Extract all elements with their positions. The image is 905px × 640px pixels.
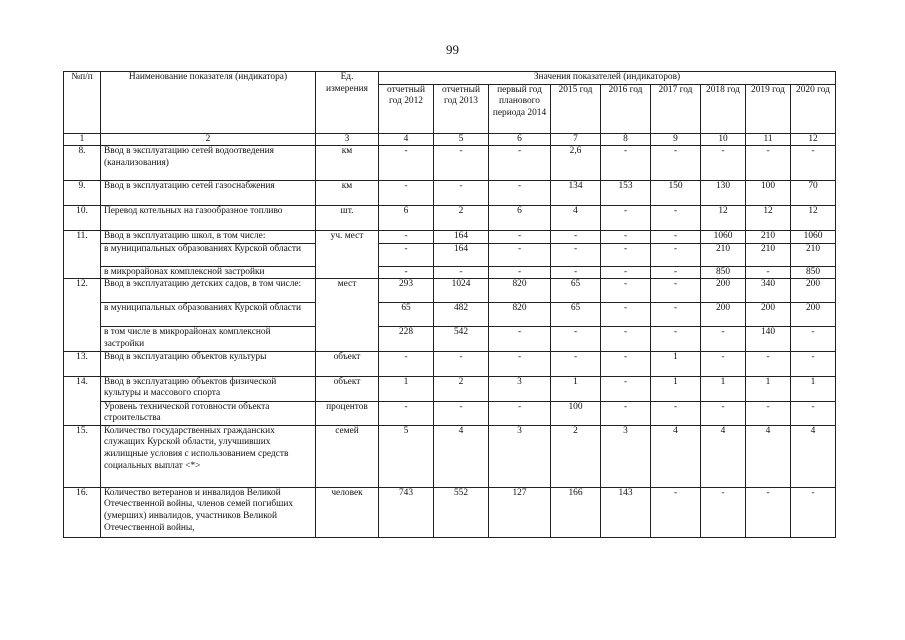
indicator-value: 134	[551, 181, 601, 206]
indicator-value: -	[601, 231, 651, 244]
indicator-value: -	[489, 351, 551, 376]
table-row	[64, 487, 836, 537]
indicator-value: 482	[434, 303, 489, 327]
table-row	[64, 243, 836, 266]
indicator-value: 1060	[701, 231, 746, 244]
indicator-value: -	[489, 266, 551, 279]
indicator-value: 2	[434, 206, 489, 231]
indicator-value: 164	[434, 243, 489, 266]
indicator-value: -	[551, 266, 601, 279]
header-values: Значения показателей (индикаторов)	[379, 72, 836, 85]
row-number: 8.	[64, 146, 101, 181]
indicator-value: 2	[551, 425, 601, 487]
indicator-name: в муниципальных образованиях Курской области	[101, 243, 316, 266]
row-number: 11.	[64, 231, 101, 279]
row-number: 14.	[64, 376, 101, 425]
indicator-value: 200	[791, 279, 836, 303]
indicator-value: -	[601, 351, 651, 376]
indicator-value: 820	[489, 303, 551, 327]
indicator-value: 12	[791, 206, 836, 231]
indicator-value: 164	[434, 231, 489, 244]
indicator-value: 1	[379, 376, 434, 401]
indicator-value: 1	[701, 376, 746, 401]
indicator-value: 2	[434, 376, 489, 401]
indicator-value: -	[651, 487, 701, 537]
indicator-value: 70	[791, 181, 836, 206]
unit-of-measure: объект	[316, 376, 379, 401]
indicator-value: -	[601, 243, 651, 266]
indicator-value: 65	[551, 279, 601, 303]
indicator-value: -	[601, 266, 651, 279]
indicator-value: 12	[746, 206, 791, 231]
indicator-name: Количество государственных гражданских служащих Курской области, улучшивших жилищные условия с использованием средств социальных выплат <*>	[101, 425, 316, 487]
indicator-value: -	[791, 146, 836, 181]
indicator-value: 100	[746, 181, 791, 206]
indicator-value: -	[551, 231, 601, 244]
indicator-value: 65	[379, 303, 434, 327]
indicator-value: -	[489, 231, 551, 244]
indicator-value: -	[791, 351, 836, 376]
indicator-value: 4	[651, 425, 701, 487]
header-year: 2018 год	[701, 84, 746, 133]
indicator-value: -	[651, 327, 701, 351]
row-number: 15.	[64, 425, 101, 487]
header-num: №п/п	[64, 72, 101, 134]
table-row	[64, 266, 836, 279]
indicator-value: -	[746, 487, 791, 537]
indicator-value: -	[434, 351, 489, 376]
indicator-value: 3	[489, 425, 551, 487]
indicator-value: 850	[701, 266, 746, 279]
column-number: 6	[489, 133, 551, 146]
column-number: 8	[601, 133, 651, 146]
page-number: 99	[446, 42, 459, 57]
indicator-value: -	[701, 351, 746, 376]
unit-of-measure: семей	[316, 425, 379, 487]
column-number: 10	[701, 133, 746, 146]
indicator-value: -	[746, 266, 791, 279]
indicator-name: Перевод котельных на газообразное топливо	[101, 206, 316, 231]
indicator-value: 542	[434, 327, 489, 351]
column-number: 4	[379, 133, 434, 146]
indicator-value: 850	[791, 266, 836, 279]
indicator-value: -	[601, 146, 651, 181]
indicator-value: 4	[701, 425, 746, 487]
unit-of-measure: объект	[316, 351, 379, 376]
indicator-value: -	[379, 351, 434, 376]
indicator-name: в том числе в микрорайонах комплексной застройки	[101, 327, 316, 351]
indicator-value: 143	[601, 487, 651, 537]
column-numbers-row	[64, 133, 836, 146]
header-year: 2015 год	[551, 84, 601, 133]
indicator-value: 1	[551, 376, 601, 401]
table-row	[64, 303, 836, 327]
row-number: 9.	[64, 181, 101, 206]
indicator-name: Ввод в эксплуатацию сетей газоснабжения	[101, 181, 316, 206]
indicator-value: 1024	[434, 279, 489, 303]
indicator-value: 150	[651, 181, 701, 206]
indicator-value: -	[601, 206, 651, 231]
column-number: 1	[64, 133, 101, 146]
unit-of-measure: шт.	[316, 206, 379, 231]
indicator-value: 820	[489, 279, 551, 303]
header-year: 2017 год	[651, 84, 701, 133]
indicator-value: 200	[791, 303, 836, 327]
indicator-value: -	[551, 351, 601, 376]
column-number: 2	[101, 133, 316, 146]
column-number: 11	[746, 133, 791, 146]
indicator-value: 3	[489, 376, 551, 401]
indicator-value: -	[379, 243, 434, 266]
indicator-value: -	[489, 181, 551, 206]
indicator-value: 4	[746, 425, 791, 487]
indicator-value: 1060	[791, 231, 836, 244]
indicator-value: -	[379, 231, 434, 244]
indicator-value: -	[379, 266, 434, 279]
unit-of-measure: уч. мест	[316, 231, 379, 279]
indicator-value: 1	[651, 376, 701, 401]
indicator-value: 166	[551, 487, 601, 537]
indicator-value: -	[651, 231, 701, 244]
header-year: первый год планового периода 2014	[489, 84, 551, 133]
indicator-value: -	[601, 401, 651, 425]
indicator-value: -	[651, 243, 701, 266]
indicator-value: 210	[701, 243, 746, 266]
indicator-value: 4	[551, 206, 601, 231]
unit-of-measure: км	[316, 146, 379, 181]
indicator-value: 228	[379, 327, 434, 351]
indicator-value: 200	[746, 303, 791, 327]
indicator-value: 4	[791, 425, 836, 487]
indicator-value: -	[701, 327, 746, 351]
indicator-value: 200	[701, 303, 746, 327]
indicators-table	[63, 71, 836, 538]
header-year: 2016 год	[601, 84, 651, 133]
indicator-value: -	[651, 266, 701, 279]
row-number: 10.	[64, 206, 101, 231]
indicator-value: -	[489, 243, 551, 266]
indicator-value: -	[434, 266, 489, 279]
indicator-name: Ввод в эксплуатацию школ, в том числе:	[101, 231, 316, 244]
indicator-value: -	[651, 206, 701, 231]
indicator-value: -	[791, 327, 836, 351]
indicator-value: -	[379, 181, 434, 206]
indicator-value: 210	[791, 243, 836, 266]
row-number: 16.	[64, 487, 101, 537]
indicator-value: -	[551, 243, 601, 266]
table-row	[64, 401, 836, 425]
indicator-value: 6	[379, 206, 434, 231]
indicator-name: Ввод в эксплуатацию сетей водоотведения (канализования)	[101, 146, 316, 181]
indicator-value: -	[601, 376, 651, 401]
indicator-value: 130	[701, 181, 746, 206]
indicator-value: -	[434, 146, 489, 181]
indicator-value: 2,6	[551, 146, 601, 181]
header-year: отчетный год 2012	[379, 84, 434, 133]
indicator-value: 1	[651, 351, 701, 376]
indicator-value: 6	[489, 206, 551, 231]
indicator-value: -	[791, 401, 836, 425]
indicator-value: 153	[601, 181, 651, 206]
indicator-value: 200	[701, 279, 746, 303]
indicator-value: 340	[746, 279, 791, 303]
indicator-value: 127	[489, 487, 551, 537]
indicator-value: -	[489, 327, 551, 351]
unit-of-measure: мест	[316, 279, 379, 351]
row-number: 12.	[64, 279, 101, 351]
indicator-value: 210	[746, 231, 791, 244]
indicator-value: 1	[746, 376, 791, 401]
indicator-value: -	[791, 487, 836, 537]
table-row	[64, 327, 836, 351]
header-name: Наименование показателя (индикатора)	[101, 72, 316, 134]
indicator-value: -	[489, 146, 551, 181]
unit-of-measure: процентов	[316, 401, 379, 425]
table-row	[64, 181, 836, 206]
indicator-value: 210	[746, 243, 791, 266]
indicator-value: -	[601, 279, 651, 303]
indicator-value: -	[489, 401, 551, 425]
table-row	[64, 146, 836, 181]
row-number: 13.	[64, 351, 101, 376]
indicator-value: 5	[379, 425, 434, 487]
indicator-value: -	[379, 146, 434, 181]
indicator-name: Ввод в эксплуатацию детских садов, в том числе:	[101, 279, 316, 303]
indicator-value: 3	[601, 425, 651, 487]
table-row	[64, 206, 836, 231]
column-number: 3	[316, 133, 379, 146]
indicator-value: 100	[551, 401, 601, 425]
indicator-value: 12	[701, 206, 746, 231]
table-row	[64, 376, 836, 401]
indicator-value: -	[701, 146, 746, 181]
column-number: 12	[791, 133, 836, 146]
indicator-name: Количество ветеранов и инвалидов Великой Отечественной войны, членов семей погибших (умерших) инвалидов, участников Великой Отечественной войны,	[101, 487, 316, 537]
table-row	[64, 231, 836, 244]
indicator-value: 140	[746, 327, 791, 351]
table-row	[64, 351, 836, 376]
header-unit: Ед. измерения	[316, 72, 379, 134]
indicator-name: в муниципальных образованиях Курской области	[101, 303, 316, 327]
unit-of-measure: человек	[316, 487, 379, 537]
indicator-value: -	[651, 303, 701, 327]
column-number: 9	[651, 133, 701, 146]
indicator-value: 4	[434, 425, 489, 487]
indicator-name: Ввод в эксплуатацию объектов культуры	[101, 351, 316, 376]
table-row	[64, 279, 836, 303]
indicator-value: -	[434, 181, 489, 206]
indicator-value: -	[601, 303, 651, 327]
indicator-value: -	[379, 401, 434, 425]
indicator-value: 1	[791, 376, 836, 401]
indicator-value: -	[651, 279, 701, 303]
indicator-value: 743	[379, 487, 434, 537]
indicator-name: Ввод в эксплуатацию объектов физической культуры и массового спорта	[101, 376, 316, 401]
indicator-value: -	[434, 401, 489, 425]
indicator-value: -	[651, 401, 701, 425]
indicator-value: -	[701, 487, 746, 537]
header-year: отчетный год 2013	[434, 84, 489, 133]
indicator-value: -	[601, 327, 651, 351]
indicator-value: -	[551, 327, 601, 351]
unit-of-measure: км	[316, 181, 379, 206]
indicator-name: в микрорайонах комплексной застройки	[101, 266, 316, 279]
indicator-value: -	[746, 401, 791, 425]
indicator-name: Уровень технической готовности объекта строительства	[101, 401, 316, 425]
indicator-value: -	[701, 401, 746, 425]
column-number: 7	[551, 133, 601, 146]
indicator-value: 65	[551, 303, 601, 327]
indicator-value: -	[746, 351, 791, 376]
header-year: 2020 год	[791, 84, 836, 133]
table-row	[64, 425, 836, 487]
indicator-value: 293	[379, 279, 434, 303]
indicator-value: -	[651, 146, 701, 181]
column-number: 5	[434, 133, 489, 146]
indicator-value: 552	[434, 487, 489, 537]
header-year: 2019 год	[746, 84, 791, 133]
indicator-value: -	[746, 146, 791, 181]
